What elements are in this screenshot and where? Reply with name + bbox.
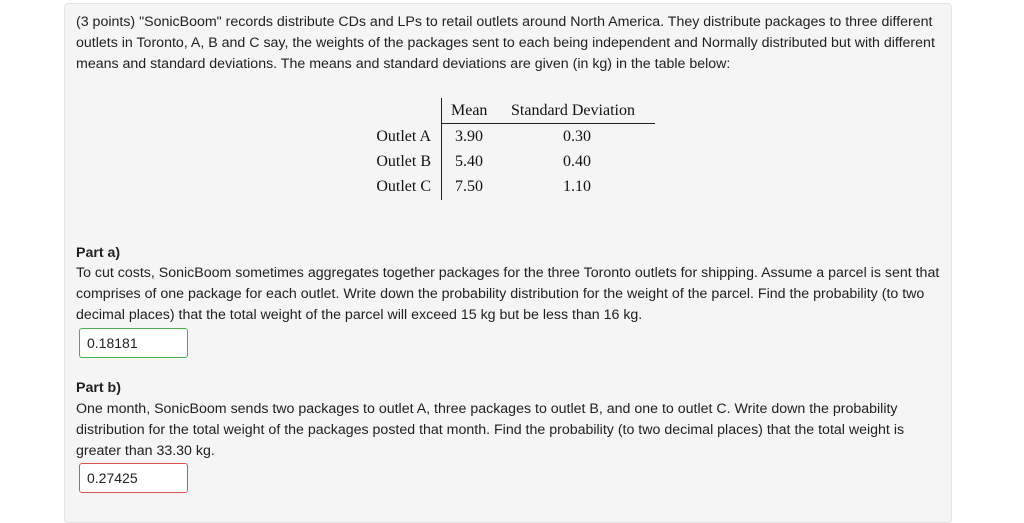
part-a-answer-input[interactable]: [79, 328, 188, 358]
table-vertical-rule: [441, 98, 442, 200]
table-header-sd: Standard Deviation: [511, 102, 635, 119]
question-intro: (3 points) "SonicBoom" records distribute CDs and LPs to retail outlets around North America. They distribute packages to three different outlets in Toronto, A, B and C say, the weights of the packages sent to each being independent and Normally distributed but with different means and standard deviations. The means and standard deviations are given (in kg) in the table below:: [76, 14, 935, 72]
table-cell-mean: 7.50: [455, 178, 483, 195]
part-b-title: Part b): [76, 380, 121, 396]
part-a-question: To cut costs, SonicBoom sometimes aggregates together packages for the three Toronto outlets for shipping. Assume a parcel is sent that comprises of one package for each outlet. Write down the probability distribution for the weight of the parcel. Find the probability (to two decimal places) that the total weight of the parcel will exceed 15 kg but be less than 16 kg.: [76, 265, 940, 323]
table-row-label: Outlet B: [376, 153, 431, 170]
table-cell-mean: 3.90: [455, 128, 483, 145]
part-b-question: One month, SonicBoom sends two packages to outlet A, three packages to outlet B, and one to outlet C. Write down the probability distribution for the total weight of the packages posted that month. Find the probability (to two decimal places) that the total weight is greater than 33.30 kg.: [76, 401, 905, 459]
table-cell-sd: 1.10: [563, 178, 591, 195]
table-cell-mean: 5.40: [455, 153, 483, 170]
table-cell-sd: 0.30: [563, 128, 591, 145]
data-table: [365, 98, 657, 202]
part-a-title: Part a): [76, 245, 121, 261]
table-row-label: Outlet C: [376, 178, 431, 195]
table-header-rule: [441, 123, 655, 124]
table-row-label: Outlet A: [376, 128, 431, 145]
table-header-mean: Mean: [451, 102, 488, 119]
table-cell-sd: 0.40: [563, 153, 591, 170]
part-b-answer-input[interactable]: [79, 463, 188, 493]
